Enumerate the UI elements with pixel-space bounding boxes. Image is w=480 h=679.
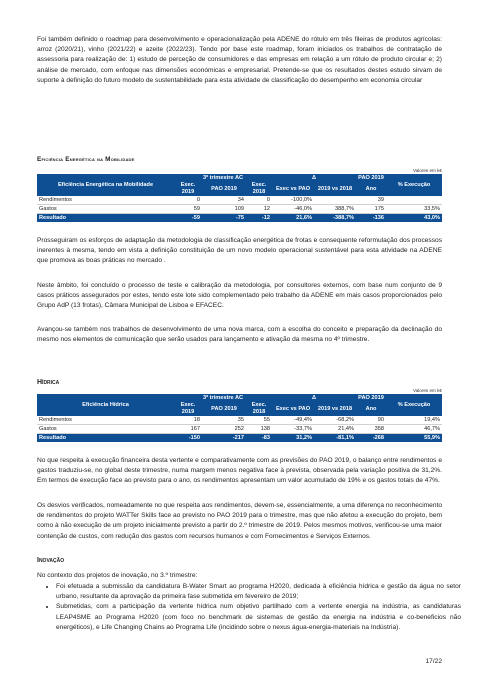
row-label: Resultado (37, 214, 174, 223)
mobility-heading: Eficiência Energética na Mobilidade (37, 156, 135, 163)
intro-paragraph: Foi também definido o roadmap para desenvolvimento e operacionalização pela ADENE do rótulo em três fileiras de produtos agrícolas: arroz (2020/21), vinho (2021/22) e azeite (2022/23). Tendo por base este roadmap, foram iniciados os trabalhos de contratação de assessoria para realização de: 1) estudo de perceção de consumidores e das empresas em relação a um rótulo de produto circular e; 2) análise de mercado, com enfoque nas dimensões económicas e empresarial. Pretende-se que os resultados destes estudo sirvam de suporte à definição do futuro modelo de sustentabilidade para esta atividade de classificação do desempenho em economia circular (37, 36, 442, 84)
water-col-exec2018: Exec. 2018 (246, 402, 272, 416)
mobility-table-block (37, 167, 442, 222)
cell-2019-vs-2018: -68,2% (314, 416, 356, 425)
cell-2019-vs-2018: 388,7% (314, 205, 356, 214)
cell-pct (386, 196, 442, 205)
mobility-col-pct-exec: % Execução (386, 174, 442, 196)
cell-pct: 43,0% (386, 214, 442, 223)
cell-ano: 39 (356, 196, 386, 205)
cell-exec2019: 59 (174, 205, 202, 214)
water-paragraph-1: No que respeita à execução financeira desta vertente e comparativamente com as previsões do PAO 2019, o balanço entre rendimentos e gastos traduziu-se, no global deste trimestre, numa margem menos negativa face à prevista, observada pela variação positiva de 31,2%. Em termos de execução face ao previsto para o ano, os rendimentos apresentam um valor acumulado de 19% e os gastos totais de 47%. (37, 457, 442, 485)
water-table-block (37, 387, 442, 442)
cell-ano: -136 (356, 214, 386, 223)
water-col-pao2019: PAO 2019 (202, 402, 246, 416)
cell-2019-vs-2018: 21,4% (314, 425, 356, 434)
cell-ano: 90 (356, 416, 386, 425)
table-row (37, 196, 442, 205)
water-paragraph-2: Os desvios verificados, nomeadamente no que respeita aos rendimentos, devem-se, essencialmente, a uma diferença no reconhecimento de rendimentos do projeto WATTer Skills face ao previsto no PAO 2019 para o trimestre, mas que não afetou a execução do projeto, bem como à não execução de um projeto inicialmente previsto a partir do 2.º trimestre de 2019. Pelos mesmos motivos, verificou-se uma maior contenção de custos, com redução dos gastos com recursos humanos e com Fornecimentos e Serviços Externos. (37, 502, 442, 540)
cell-exec2018: 138 (246, 425, 272, 434)
cell-ano: 175 (356, 205, 386, 214)
cell-pct: 46,7% (386, 425, 442, 434)
cell-exec2019: 167 (174, 425, 202, 434)
mobility-col-exec2019: Exec. 2019 (174, 182, 202, 196)
cell-pct: 19,4% (386, 416, 442, 425)
water-units: Valores em k€ (412, 388, 442, 393)
cell-ano: 358 (356, 425, 386, 434)
cell-exec-vs-pao: -46,0% (272, 205, 314, 214)
list-item: • Submetidas, com a participação da vertente hídrica num objetivo partilhado com a vertente energia na indústria, as candidaturas LEAP4SME ao Programa H2020 (com foco no benchmark de sistemas de gestão da energia na indústria e co-beneficios não energéticos), e Life Changing Chains ao Programa Life (incidindo sobre o nexus água-energia-materiais na Indústria). (56, 602, 461, 633)
cell-pct: 33,5% (386, 205, 442, 214)
table-row (37, 416, 442, 425)
cell-exec2018: 0 (246, 196, 272, 205)
cell-2019-vs-2018: -388,7% (314, 214, 356, 223)
cell-pct: 55,9% (386, 434, 442, 443)
cell-exec2019: -59 (174, 214, 202, 223)
cell-2019-vs-2018: -81,1% (314, 434, 356, 443)
mobility-col-pao2019: PAO 2019 (202, 182, 246, 196)
cell-exec2018: -83 (246, 434, 272, 443)
mobility-paragraph-2: Neste âmbito, foi concluído o processo de teste e calibração da metodologia, por consultores externos, com base num conjunto de 9 casos práticos assegurados por estes, tendo este lote sido complementado pelo trabalho da ADENE em mais casos proporcionados pelo Grupo AdP (13 frotas), Câmara Municipal de Lisboa e EFACEC. (37, 282, 442, 310)
cell-2019-vs-2018 (314, 196, 356, 205)
mobility-col-ano: Ano (356, 182, 386, 196)
water-col-pct-exec: % Execução (386, 394, 442, 416)
cell-pao2019: 252 (202, 425, 246, 434)
water-col-2019-vs-2018: 2019 vs 2018 (314, 402, 356, 416)
water-table (37, 394, 442, 442)
row-label: Rendimentos (37, 416, 174, 425)
mobility-paragraph-3: Avançou-se também nos trabalhos de desenvolvimento de uma nova marca, com a escolha do conceito e preparação da declinação do mesmo nos elementos de comunicação que serão usados para lançamento e ativação da mesma no 4º trimestre. (37, 326, 442, 344)
cell-pao2019: 109 (202, 205, 246, 214)
table-row (37, 425, 442, 434)
cell-pao2019: -75 (202, 214, 246, 223)
cell-exec2018: 12 (246, 205, 272, 214)
cell-exec2019: 18 (174, 416, 202, 425)
mobility-row-label-header: Eficiência Energética na Mobilidade (37, 174, 174, 196)
cell-pao2019: 34 (202, 196, 246, 205)
table-result-row (37, 434, 442, 443)
water-group-quarter: 3º trimestre AC (174, 394, 272, 402)
list-item: • Foi efetuada a submissão da candidatura B-Water Smart ao programa H2020, dedicada à eficiência hídrica e gestão da água no setor urbano, resultante da aprovação da primeira fase submetida em fevereiro de 2019; (56, 582, 461, 602)
cell-exec2018: -12 (246, 214, 272, 223)
cell-exec-vs-pao: -33,7% (272, 425, 314, 434)
innovation-bullet-list (37, 582, 461, 633)
row-label: Resultado (37, 434, 174, 443)
cell-ano: -268 (356, 434, 386, 443)
water-row-label-header: Eficiência Hídrica (37, 394, 174, 416)
innovation-intro: No contexto dos projetos de inovação, no 3.º trimestre: (37, 572, 198, 579)
cell-exec2019: 0 (174, 196, 202, 205)
mobility-group-pao: PAO 2019 (356, 174, 386, 182)
water-group-pao: PAO 2019 (356, 394, 386, 402)
mobility-table (37, 174, 442, 222)
table-row (37, 205, 442, 214)
cell-exec2019: -150 (174, 434, 202, 443)
page-number: 17/22 (425, 658, 442, 665)
mobility-group-quarter: 3º trimestre AC (174, 174, 272, 182)
cell-exec-vs-pao: 21,6% (272, 214, 314, 223)
water-col-exec-vs-pao: Exec vs PAO (272, 402, 314, 416)
water-col-exec2019: Exec. 2019 (174, 402, 202, 416)
row-label: Gastos (37, 205, 174, 214)
mobility-paragraph-1: Prosseguiram os esforços de adaptação da metodologia de classificação energética de frotas e consequente reformulação dos processos inerentes à mesma, tendo em vista a definição constituição de um novo modelo operacional sustentável para esta atividade na ADENE que promova as boas práticas no mercado . (37, 237, 442, 265)
water-group-delta: Δ (272, 394, 356, 402)
cell-pao2019: 35 (202, 416, 246, 425)
cell-exec-vs-pao: -100,0% (272, 196, 314, 205)
cell-exec-vs-pao: 31,2% (272, 434, 314, 443)
mobility-units: Valores em k€ (412, 168, 442, 173)
mobility-group-delta: Δ (272, 174, 356, 182)
mobility-col-exec2018: Exec. 2018 (246, 182, 272, 196)
cell-pao2019: -217 (202, 434, 246, 443)
mobility-col-2019-vs-2018: 2019 vs 2018 (314, 182, 356, 196)
row-label: Gastos (37, 425, 174, 434)
water-heading: Hídrica (37, 379, 60, 386)
water-col-ano: Ano (356, 402, 386, 416)
cell-exec2018: 55 (246, 416, 272, 425)
innovation-heading: Inovação (37, 557, 65, 564)
mobility-col-exec-vs-pao: Exec vs PAO (272, 182, 314, 196)
row-label: Rendimentos (37, 196, 174, 205)
table-result-row (37, 214, 442, 223)
cell-exec-vs-pao: -49,4% (272, 416, 314, 425)
